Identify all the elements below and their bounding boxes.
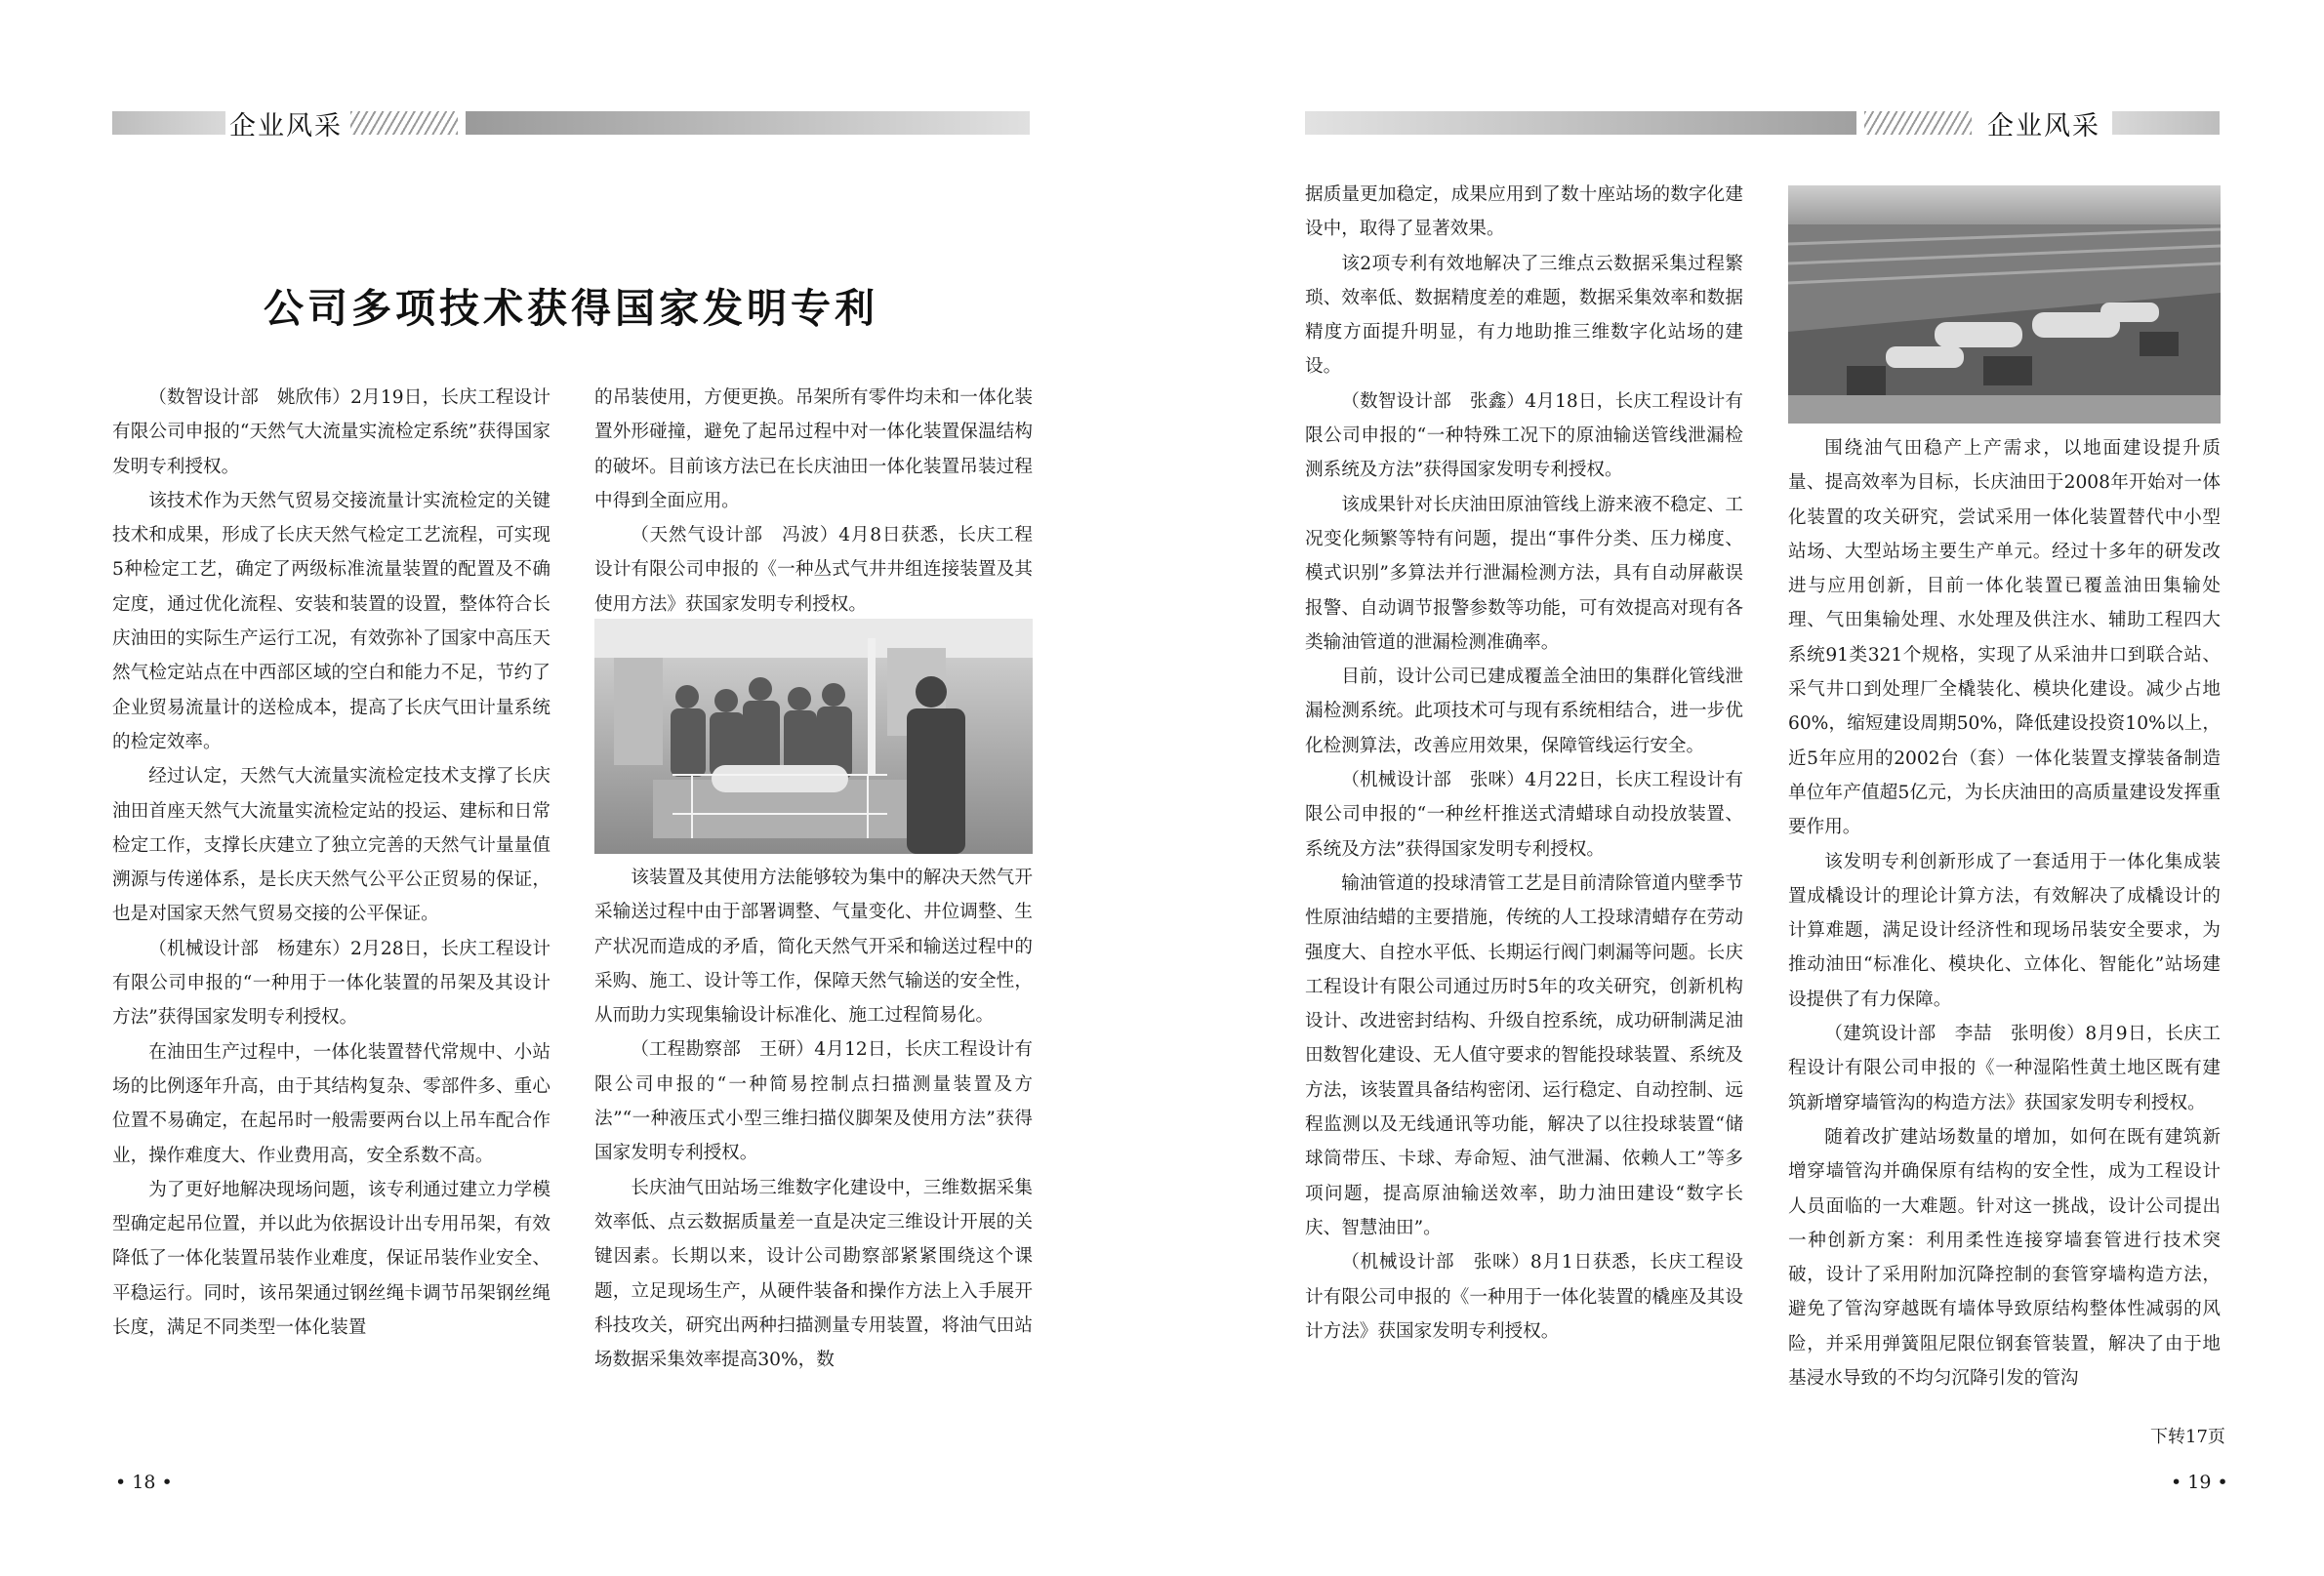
paragraph: 为了更好地解决现场问题，该专利通过建立力学模型确定起吊位置，并以此为依据设计出专用吊架，有效降低了一体化装置吊装作业难度，保证吊装作业安全、平稳运行。同时，该吊架通过钢丝绳卡调节吊架钢丝绳长度，满足不同类型一体化装置 [112, 1179, 550, 1339]
right-column-1 [1305, 178, 1743, 1349]
paragraph: （数智设计部 姚欣伟）2月19日，长庆工程设计有限公司申报的“天然气大流量实流检定系统”获得国家发明专利授权。 [112, 387, 550, 477]
paragraph: （数智设计部 张鑫）4月18日，长庆工程设计有限公司申报的“一种特殊工况下的原油输送管线泄漏检测系统及方法”获得国家发明专利授权。 [1305, 390, 1743, 481]
paragraph: 目前，设计公司已建成覆盖全油田的集群化管线泄漏检测系统。此项技术可与现有系统相结合，进一步优化检测算法，改善应用效果，保障管线运行安全。 [1305, 667, 1743, 756]
station-photo-illustration [1788, 185, 2221, 424]
paragraph: 该发明专利创新形成了一套适用于一体化集成装置成橇设计的理论计算方法，有效解决了成橇设计的计算难题，满足设计经济性和现场吊装安全要求，为推动油田“标准化、模块化、立体化、智能化”站场建设提供了有力保障。 [1788, 851, 2221, 1010]
paragraph: 该技术作为天然气贸易交接流量计实流检定的关键技术和成果，形成了长庆天然气检定工艺流程，可实现5种检定工艺，确定了两级标准流量装置的配置及不确定度，通过优化流程、安装和装置的设置，整体符合长庆油田的实际生产运行工况，有效弥补了国家中高压天然气检定站点在中西部区域的空白和能力不足，节约了企业贸易流量计的送检成本，提高了长庆气田计量系统的检定效率。 [112, 490, 550, 752]
right-page [1162, 0, 2324, 1576]
paragraph: 输油管道的投球清管工艺是目前清除管道内壁季节性原油结蜡的主要措施，传统的人工投球清蜡存在劳动强度大、自控水平低、长期运行阀门刺漏等问题。长庆工程设计有限公司通过历时5年的攻关研究，创新机构设计、改进密封结构、升级自控系统，成功研制满足油田数智化建设、无人值守要求的智能投球装置、系统及方法，该装置具备结构密闭、运行稳定、自动控制、远程监测以及无线通讯等功能，解决了以往投球装置“储球筒带压、卡球、寿命短、油气泄漏、依赖人工”等多项问题，提高原油输送效率，助力油田建设“数字长庆、智慧油田”。 [1305, 872, 1743, 1238]
paragraph: （机械设计部 杨建东）2月28日，长庆工程设计有限公司申报的“一种用于一体化装置的吊架及其设计方法”获得国家发明专利授权。 [112, 938, 550, 1029]
paragraph: 在油田生产过程中，一体化装置替代常规中、小站场的比例逐年升高，由于其结构复杂、零部件多、重心位置不易确定，在起吊时一般需要两台以上吊车配合作业，操作难度大、作业费用高，安全系数不高。 [112, 1041, 550, 1166]
paragraph: 围绕油气田稳产上产需求，以地面建设提升质量、提高效率为目标，长庆油田于2008年开始对一体化装置的攻关研究，尝试采用一体化装置替代中小型站场、大型站场主要生产单元。经过十多年的研发改进与应用创新，目前一体化装置已覆盖油田集输处理、气田集输处理、水处理及供注水、辅助工程四大系统91类321个规格，实现了从采油井口到联合站、采气井口到处理厂全橇装化、模块化建设。减少占地60%，缩短建设周期50%，降低建设投资10%以上，近5年应用的2002台（套）一体化装置支撑装备制造单位年产值超5亿元，为长庆油田的高质量建设发挥重要作用。 [1788, 438, 2221, 838]
left-column-2-bottom [594, 861, 1033, 1377]
header-gradient-bar [1305, 111, 1856, 135]
paragraph: 长庆油气田站场三维数字化建设中，三维数据采集效率低、点云数据质量差一直是决定三维设计开展的关键因素。长期以来，设计公司勘察部紧紧围绕这个课题，立足现场生产，从硬件装备和操作方法上入手展开科技攻关，研究出两种扫描测量专用装置，将油气田站场数据采集效率提高30%，数 [594, 1177, 1033, 1371]
header-bar-left [112, 111, 225, 135]
paragraph: 随着改扩建站场数量的增加，如何在既有建筑新增穿墙管沟并确保原有结构的安全性，成为工程设计人员面临的一大难题。针对这一挑战，设计公司提出一种创新方案：利用柔性连接穿墙套管进行技术突破，设计了采用附加沉降控制的套管穿墙构造方法，避免了管沟穿越既有墙体导致原结构整体性减弱的风险，并采用弹簧阻尼限位钢套管装置，解决了由于地基浸水导致的不均匀沉降引发的管沟 [1788, 1126, 2221, 1390]
header-bar-right [2112, 111, 2220, 135]
team-photo [594, 619, 1033, 854]
left-column-2-top [594, 381, 1033, 622]
paragraph: （天然气设计部 冯波）4月8日获悉，长庆工程设计有限公司申报的《一种丛式气井井组连接装置及其使用方法》获国家发明专利授权。 [594, 525, 1033, 615]
right-column-2 [1788, 431, 2221, 1395]
station-photo [1788, 185, 2221, 424]
continued-note: 下转17页 [2150, 1427, 2225, 1447]
paragraph: 据质量更加稳定，成果应用到了数十座站场的数字化建设中，取得了显著效果。 [1305, 184, 1743, 240]
team-photo-illustration [594, 619, 1033, 854]
left-page-number: • 18 • [115, 1472, 173, 1493]
section-label: 企业风采 [1987, 110, 2100, 141]
paragraph: 该成果针对长庆油田原油管线上游来液不稳定、工况变化频繁等特有问题，提出“事件分类、压力梯度、模式识别”多算法并行泄漏检测方法，具有自动屏蔽误报警、自动调节报警参数等功能，可有效提高对现有各类输油管道的泄漏检测准确率。 [1305, 494, 1743, 653]
paragraph: （机械设计部 张咪）8月1日获悉，长庆工程设计有限公司申报的《一种用于一体化装置的橇座及其设计方法》获国家发明专利授权。 [1305, 1252, 1743, 1342]
header-gradient-bar [466, 111, 1030, 135]
header-hatch [1864, 111, 1972, 135]
paragraph: 的吊装使用，方便更换。吊架所有零件均未和一体化装置外形碰撞，避免了起吊过程中对一体化装置保温结构的破坏。目前该方法已在长庆油田一体化装置吊装过程中得到全面应用。 [594, 387, 1033, 511]
paragraph: （机械设计部 张咪）4月22日，长庆工程设计有限公司申报的“一种丝杆推送式清蜡球自动投放装置、系统及方法”获得国家发明专利授权。 [1305, 770, 1743, 860]
header-hatch [350, 111, 458, 135]
paragraph: 该装置及其使用方法能够较为集中的解决天然气开采输送过程中由于部署调整、气量变化、井位调整、生产状况而造成的矛盾，简化天然气开采和输送过程中的采购、施工、设计等工作，保障天然气输送的安全性，从而助力实现集输设计标准化、施工过程简易化。 [594, 868, 1033, 1027]
paragraph: （建筑设计部 李喆 张明俊）8月9日，长庆工程设计有限公司申报的《一种湿陷性黄土地区既有建筑新增穿墙管沟的构造方法》获国家发明专利授权。 [1788, 1024, 2221, 1113]
right-page-number: • 19 • [2171, 1472, 2228, 1493]
article-title: 公司多项技术获得国家发明专利 [264, 285, 878, 332]
paragraph: 该2项专利有效地解决了三维点云数据采集过程繁琐、效率低、数据精度差的难题，数据采集效率和数据精度方面提升明显，有力地助推三维数字化站场的建设。 [1305, 253, 1743, 378]
left-section-header [112, 107, 1030, 139]
left-column-1 [112, 381, 550, 1345]
paragraph: （工程勘察部 王研）4月12日，长庆工程设计有限公司申报的“一种简易控制点扫描测量装置及方法”“一种液压式小型三维扫描仪脚架及使用方法”获得国家发明专利授权。 [594, 1039, 1033, 1164]
section-label: 企业风采 [229, 110, 343, 141]
right-section-header [1305, 107, 2220, 139]
paragraph: 经过认定，天然气大流量实流检定技术支撑了长庆油田首座天然气大流量实流检定站的投运、建标和日常检定工作，支撑长庆建立了独立完善的天然气计量量值溯源与传递体系，是长庆天然气公平公正贸易的保证，也是对国家天然气贸易交接的公平保证。 [112, 766, 550, 925]
